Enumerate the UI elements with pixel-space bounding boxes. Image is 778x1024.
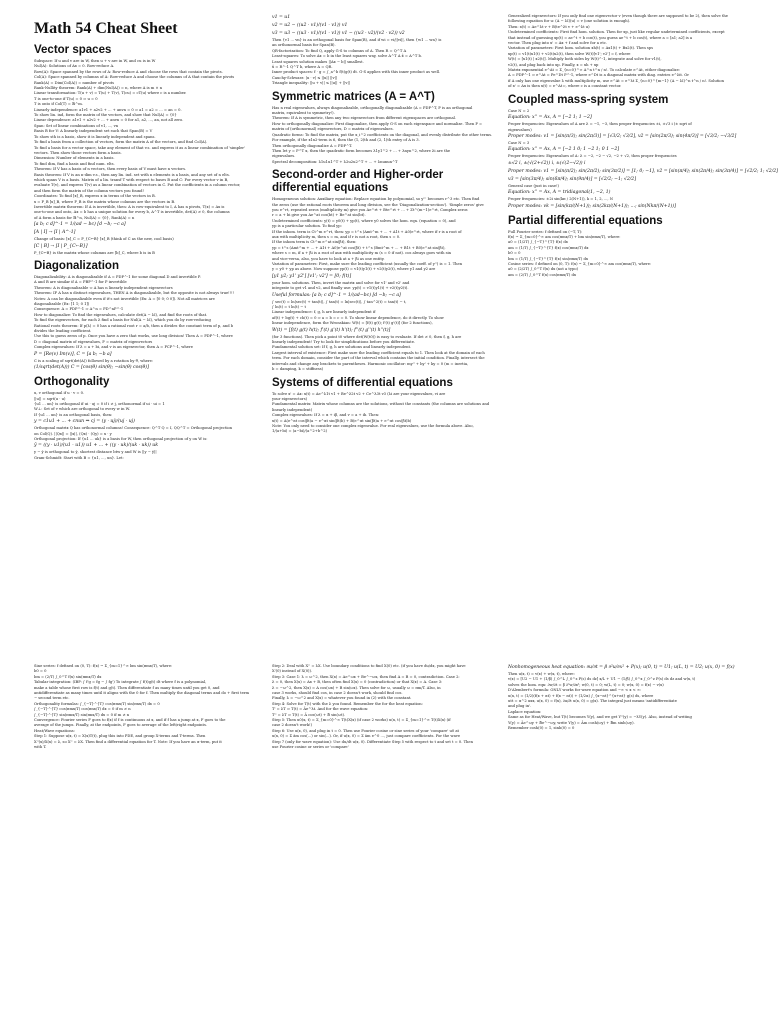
text-line: one-to-one and onto, Ax = b has a unique solution for every b, A^T is invertible, det(A) ≠ 0, the columns — [34, 210, 230, 215]
text-line: Then {v1 ... vn} is an orthogonal basis for Span(B), and if wi = vi/||vi||, then {w1 ... wn} is — [272, 38, 442, 42]
text-line: Step 7 (only for wave equation): Use du/dt u(x, 0). Differentiate Step 5 with respect to t and set t = 0. Then — [272, 739, 473, 744]
text-line: How to orthogonally diagonalize: First diagonalize, then apply G-S on each eigenspace and normalize. Then P = — [272, 121, 483, 126]
text-line: Theorem: IF A has n distinct eigenvalues, THEN A is diagonalizable, but the opposite is not always true!!!! — [34, 291, 235, 296]
text-line: if A only has one eigenvalue λ with multiplicity m, use e^At = e^λt Σ_{n=0}^{m−1} (A − λI)^n t^n / n!. Solution — [508, 78, 724, 83]
text-line: X'(0) instead of X(0)). — [272, 669, 313, 674]
section-heading: Partial differential equations — [508, 214, 663, 227]
text-line: x̂ = R^-1 Q^T b, where A = QR. — [272, 65, 333, 70]
text-line: Nul(A): Solutions of Ax = 0. Row-reduce A. — [34, 64, 115, 69]
text-line: linear independence, form the Wronskian: W(t) = [f(t) g(t); f'(t) g'(t)] (for 2 functions), — [272, 321, 433, 326]
text-line: X''(x)/X(x) = λ, so X'' = λX. Then find a differential equation for T. Note: If you have an α-term, put it — [34, 739, 222, 744]
text-line: Step 6: Use u(x, 0), and plug in t = 0. Then use Fourier cosine or sine series of your 'compare' u0 at — [272, 728, 460, 733]
text-line: Invertible matrix theorem: If A is invertible, then: A is row-equivalent to I, A has n pivots, T(x) = Ax is — [34, 204, 225, 209]
text-line: Step 4: Solve for T(t) with the λ you found. Remember the for the heat equation: — [272, 701, 423, 706]
text-line: Homogeneous solution: Auxiliary equation: Replace equation by polynomial, so y''' becomes r^3 etc. Then find — [272, 197, 480, 202]
text-line: Orthogonality formulas: ∫_{−T}^{T} cos(πmx/T) sin(πnx/T) dx = 0 — [34, 701, 160, 706]
text-line: To find dim, find a basis and find num. elts. — [34, 161, 115, 166]
text-line: Generalized eigenvectors: If you only find one eigenvector v (even though there are supposed to be 2), then solve the — [508, 14, 728, 18]
text-line: y = y0 + yp as above. Now suppose yp(t) = v1(t)y1(t) + v2(t)y2(t), where y1 and y2 are — [272, 267, 436, 272]
text-line: Variation of parameters: First, make sure the leading coefficient (usually the coeff. of y'') is = 1. Then — [272, 262, 463, 266]
text-line: of A form a basis for ℝ^n, Nul(A) = {0}, Rank(A) = n — [34, 215, 135, 220]
text-line: that instead of guessing xp(t) = ae^t + b cos(t), you guess ae^t + b cos(t), where a = [a1; a2] is a — [508, 35, 693, 40]
text-line: an orthonormal basis for Span(B). — [272, 43, 336, 48]
text-line: utt = α^2 uxx, u(x, 0) = f(x), ∂u/∂t u(x, 0) = g(x). The integral just means 'antidifferentiate — [508, 699, 677, 704]
text-line: C is a scaling of sqrt(det(A)) followed by a rotation by θ, where: — [34, 358, 154, 363]
text-line: Case N = 2 — [508, 108, 530, 113]
text-line: {u1 ... un} is orthogonal if ui · uj = 0 if i ≠ j, orthonormal if ui · ui = 1 — [34, 401, 165, 406]
text-line: and plug in'. — [508, 704, 532, 709]
text-line: linearly independent! Try to look for simplifications before you differentiate. — [272, 340, 416, 345]
text-line: Linearly independence: a1v1 + a2v2 + ... + anvn = 0 ⇒ a1 = a2 = ... = an = 0. — [34, 107, 182, 112]
text-line: af(t) + bg(t) + ch(t) = 0 ⇒ a = b = c = 0. To show linear dependence, do it directly. To show — [272, 315, 444, 320]
text-line: Notes: A can be diagonalizable even if it's not invertible (Ex: A = [0 0; 0 0]). Not all matrices are — [34, 296, 215, 301]
text-line: How to diagonalize: To find the eigenvalues, calculate det(A − λI), and find the roots of that. — [34, 312, 208, 317]
text-line: b0 = 0 — [34, 669, 47, 674]
text-line: Y(y) = Ãe^ωy + B̃e^−ωy, write Y(y) = Ãm cosh(ωy) + B̃m sinh(ωy). — [508, 720, 635, 725]
text-line: Col(A): Space spanned by columns of A: Row-reduce A and choose the columns of A that contain the pivots — [34, 75, 235, 80]
text-line: Cosine series: f defined on (0, T): f(x) ~ Σ_{m=0}^∞ am cos(πmx/T), where: — [508, 261, 652, 266]
formula-line: [A | I] → [I | A^-1] — [34, 230, 76, 236]
text-line: QR-factorization: To find Q, apply G-S to columns of A. Then R = Q^T A — [272, 48, 407, 53]
text-line: W(t) = [x1(t) | x2(t)]. Multiply both sides by W(t)^-1, integrate and solve for v1(t), — [508, 57, 662, 62]
column-1 — [34, 14, 260, 664]
text-line: Use this to guess zeros of p. Once you have a zero that works, use long division! Then A = PDP^-1, where — [34, 334, 233, 339]
text-line: xp(t) = v1(t)x1(t) + v2(t)x2(t), then solve W(t)[v1'; v2'] = f, where — [508, 51, 631, 56]
text-line: Coordinates: To find [x]_B, express x in terms of the vectors in B. — [34, 194, 156, 199]
column-5 — [272, 664, 500, 1010]
formula-line: Equation: x'' = Ax, A = [−2 1; 1 −2] — [508, 115, 592, 121]
section-heading: Vector spaces — [34, 44, 112, 56]
text-line: Laplace equation: — [508, 709, 542, 714]
text-line: divides the leading coefficient. — [34, 329, 92, 334]
text-line: intervals and change any brackets to parentheses. Harmonic oscillator: my'' + by' + ky = 0 (m = inertia, — [272, 361, 469, 366]
text-line: Note: You only need to consider one complex eigenvalue. For real eigenvalues, use the formula above. Also, — [272, 423, 474, 428]
text-line: u(x, 0) = Σ ãm cos(...) or sin(...). Or, if u(x, 0) = Σ ãm e^0 ..., just compare coefficients. For the wave — [272, 734, 461, 739]
text-line: Step 3: Case 1: λ = ω^2, then X(x) = Ae^ωx + Be^−ωx, then find A = B = 0, contradiction. Case 2: — [272, 674, 460, 679]
text-line: Convergence: Fourier series F goes to f(x) if f is continuous at x, and if f has a jump at x, F goes to the — [34, 718, 226, 723]
text-line: you e^rt, repeated zeros (multiplicity m) give you Ae^rt + Bte^rt + ... + Zt^(m−1)e^rt, Complex zeros — [272, 207, 468, 212]
text-line: To show sth is a basis, show it is linearly independent and spans. — [34, 134, 156, 139]
text-line: Case N = 3 — [508, 140, 530, 145]
formula-line: ±√2 i, ±(√(2+√2)) i, ±(√(2−√2)) i — [508, 160, 586, 166]
text-line: vectors. Then show those vectors form a basis. — [34, 150, 122, 155]
section-heading: Diagonalization — [34, 260, 119, 272]
text-line: b0 = 0 — [508, 251, 521, 256]
text-line: To show lin. ind, form the matrix of the vectors, and show that Nul(A) = {0} — [34, 113, 177, 118]
text-line: x(t) = A(e^αt cos(βt)a − e^αt sin(βt)b) + B(e^αt sin(βt)a + e^αt cos(βt)b) — [272, 418, 412, 423]
text-line: and vice-versa, also, you have to look at a + βi as one entity. — [272, 256, 385, 261]
text-line: Gram-Schmidt: Start with B = {u1, ..., un}. Let: — [34, 455, 124, 460]
text-line: T'' = λT ⇒ T(t) = Ã cos(ωt) + B̃ sin(ωt). — [272, 712, 346, 717]
text-line: your hom. solutions. Then, invert the matrix and solve for v1' and v2' and — [272, 280, 410, 285]
text-line: Finally, λ = −ω^2 and X(x) = whatever you found in (2) with the constant. — [272, 696, 412, 701]
text-line: where s = m, if a + βi is a root of aux with multiplicity m (s = 0 if not). cos always goes with sin — [272, 251, 452, 256]
text-line: Variation of parameters: First hom. solution xh(t) = Ax1(t) + Bx2(t). Then sps — [508, 46, 654, 51]
text-line: case 3 works, should find cos, in case 2 doesn't work, should find cos. — [272, 691, 403, 696]
text-line: Inner product spaces: f · g = ∫_a^b f(t)g(t) dt. G-S applies with this inner product as well. — [272, 70, 441, 75]
text-line: matrix of (orthonormal) eigenvectors, D = matrix of eigenvalues. — [272, 127, 394, 132]
formula-line: [a b; c d]^-1 = 1/(ad − bc) [d −b; −c a] — [34, 222, 126, 228]
text-line: Step 2: Deal with X'' = λX. Use boundary conditions to find X(0) etc. (if you have du/dx, you might have — [272, 664, 466, 668]
text-line: Complex eigenvalues: If λ = α + iβ, and v = a + ib. Then: — [272, 413, 380, 418]
text-line: Orthogonal matrix Q has orthonormal columns! Consequence: Q^T Q = I, QQ^T = Orthogonal projection — [34, 426, 233, 431]
text-line: yp is a particular solution. To find yp: — [272, 224, 342, 229]
text-line: Rank(A) = Dim(Col(A)) = number of pivots — [34, 80, 115, 85]
text-line: Complex eigenvalues: If λ = a + bi, and v is an eigenvector, then A = PCP^-1, where — [34, 345, 193, 350]
text-line: v(x) = [U2 − U1 + (1/β) ∫_0^L ∫_0^z P(s) ds dz] x/L + U1 − (1/β) ∫_0^x ∫_0^z P(s) ds dz and w(x, t) — [508, 677, 696, 682]
formula-line: v1 = u1 — [272, 15, 291, 20]
text-line: Largest interval of existence: First make sure the leading coefficient equals to 1. Then look at the domain of each — [272, 350, 485, 355]
text-line: ∫ sec(t) = ln|sec(t) + tan(t)|, ∫ tan(t) = ln|sec(t)|, ∫ tan^2(t) = tan(t) − t, — [272, 299, 407, 304]
text-line: λ = 0, then X(x) = Ax + B, then often find X(x) = 0 (contradiction) or that X(x) = A. Case 3: — [272, 680, 443, 685]
text-line: u(x, t) = (1/2)(f(x + αt) + f(x − αt)) + (1/2α) ∫_{x−αt}^{x+αt} g(s) ds, where — [508, 693, 654, 698]
text-line: Proper frequencies: Eigenvalues of A: λ = −2, −2 − √2, −2 + √2, then proper frequencies — [508, 154, 677, 159]
section-heading: Second-order and Higher-order differential equations — [272, 169, 444, 195]
text-line: Has n real eigenvalues, always diagonalizable, orthogonally diagonalizable (A = PDP^T, P is an orthogonal — [272, 105, 473, 110]
text-line: Step 1: Suppose u(x, t) = X(x)T(t), plug this into PDE, and group X-terms and T-terms. Then — [34, 734, 206, 739]
text-line: r = a + bi give you Ae^at cos(bt) + Be^at sin(bt). — [272, 213, 366, 218]
text-line: case 2 doesn't work!) — [272, 723, 313, 728]
text-line: If the inhom term is Ct^m e^at sin(βt), then: — [272, 240, 357, 245]
column-2 — [272, 14, 500, 664]
text-line: Orthogonal projection: If {u1 ... uk} is a basis for W, then orthogonal projection of y on W is: — [34, 436, 208, 441]
formula-line: Nonhomogeneous heat equation: ∂u/∂t = β ∂²u/∂x² + P(x); u(0, t) = U1; u(L, t) = U2; u(x, 0) = f(x) — [508, 665, 735, 670]
text-line: For example, if the x1x2-term is 6, then the (1, 2)th and (2, 1)th entry of A is 3. — [272, 138, 420, 143]
formula-line: Proper modes: vk = [sin(kπ/(N+1)); sin(2kπ/(N+1)); ...; sin(Nkπ/(N+1))] — [508, 203, 676, 209]
text-line: Cauchy-Schwarz: |u · v| ≤ ||u|| ||v|| — [272, 75, 338, 80]
formula-line: Useful formulas: [a b; c d]^-1 = 1/(ad−bc) [d −b; −c a] — [272, 292, 401, 298]
text-line: linearly independent) — [272, 407, 313, 412]
text-line: To find a basis for a vector space, take any element of that v.s. and express it as a linear combination of 'simpler' — [34, 145, 246, 150]
text-line: Least-squares: To solve Ax = b in the least squares way, solve A^T A x̂ = A^T b. — [272, 54, 423, 59]
column-4 — [34, 664, 260, 1010]
text-line: Heat/Wave equations: — [34, 728, 75, 733]
text-line: Linear transformation: T(u + v) = T(u) + T(v), T(cu) = cT(u) where c is a number. — [34, 91, 187, 96]
text-line: your eigenvectors) — [272, 396, 308, 401]
text-line: Full Fourier series: f defined on (−T, T): — [508, 229, 583, 234]
formula-line: Proper modes: v1 = [sin(π/2); sin(2π/2); sin(3π/2)] = [1; 0; −1], v2 = [sin(π/4); sin(2π/4); sin(3π/4)] = [√2/2; 1; √2/2] — [508, 168, 778, 174]
text-line: eigenvalues. — [272, 154, 296, 159]
text-line: Consequence: A = PDP^-1 ⇒ A^n = PD^nP^-1 — [34, 307, 124, 312]
text-line: term. For each domain, consider the part of the interval which contains the initial condition. Finally, intersect the — [272, 356, 485, 361]
text-line: ∫_{−T}^{T} cos(πmx/T) cos(πnx/T) dx = 0 if m ≠ n — [34, 707, 131, 712]
formula-line: (1/sqrt(det(A))) C = [cos(θ) sin(θ); −sin(θ) cos(θ)] — [34, 365, 149, 371]
text-line: To find a basis from a collection of vectors, form the matrix A of the vectors, and find Col(A). — [34, 140, 208, 145]
text-line: To solve x' = Ax: x(t) = Ae^λ1t v1 + Be^λ2t v2 + Ce^λ3t v3 (λi are your eigenvalues, vi are — [272, 391, 446, 396]
section-heading: Symmetric matrices (A = A^T) — [272, 90, 435, 103]
text-line: Same as for Heat/Wave, but T(t) becomes Y(y), and we get Y''(y) = −λY(y). Also, instead of writing — [508, 715, 692, 720]
text-line: Least squares solution makes ||Ax − b|| smallest. — [272, 59, 364, 64]
text-line: solves the hom. eqn: ∂w/∂t = β ∂²w/∂x²; w(0, t) = 0; w(L, t) = 0; w(x, 0) = f(x) − v(x) — [508, 682, 664, 687]
text-line: − second term etc. — [34, 696, 70, 701]
text-line: and then form the matrix of the column vectors you found! — [34, 188, 145, 193]
text-line: eigenvalues) — [508, 127, 532, 132]
text-line: Proper frequencies: Eigenvalues of A are λ = −1, −3, then proper frequencies ±i, ±√3 i (± sqrt of — [508, 122, 692, 127]
text-line: Remember cosh(0) = 1, sinh(0) = 0 — [508, 726, 575, 731]
text-line: If {u1 ... un} is an orthogonal basis, then: — [34, 412, 113, 417]
text-line: Span: Set of linear combinations of v1, ..., vn — [34, 123, 119, 128]
page-title: Math 54 Cheat Sheet — [34, 20, 178, 37]
text-line: antidifferentiate as many times until it aligns with the 0 for f. Then multiply the diagonal terms and do + first term — [34, 691, 250, 696]
text-line: bm = (1/T) ∫_{−T}^{T} f(x) sin(πmx/T) dx — [508, 256, 588, 261]
text-line: Basis theorem: If V is an n-dim v.s., then any lin. ind. set with n elements is a basis, and any set of n elts. — [34, 172, 230, 177]
text-line: am = (2/T) ∫_0^T f(x) cos(πmx/T) dx — [508, 272, 576, 277]
text-line: Triangle inequality: ||u + v|| ≤ ||u|| + ||v|| — [272, 81, 351, 86]
text-line: which spans V is a basis. Matrix of a lin. transf T with respect to bases B and C: For every vector v in B, — [34, 177, 229, 182]
formula-line: Equation: x'' = Ax, A = [−2 1 0; 1 −2 1; 0 1 −2] — [508, 147, 620, 153]
text-line: evaluate T(v), and express T(v) as a linear combination of vectors in C. Put the coefficients in a column vector, — [34, 183, 241, 188]
text-line: Undetermined coefficients: y(t) = y0(t) + yp(t), where y0 solves the hom. eqn. (equation = 0), and — [272, 218, 456, 223]
text-line: Linear dependence: a1v1 + a2v2 + ... + anvn = 0 for a1, a2, ..., an, not all zero. — [34, 118, 184, 123]
text-line: use Fourier cosine or series or 'compare' — [272, 745, 349, 750]
text-line: Dimension: Number of elements in a basis. — [34, 156, 115, 161]
text-line: ∫ ln(t) = t ln(t) − t — [272, 305, 306, 310]
text-line: Change of basis: [x]_C = P_{C←B} [x]_B (think of C as the new, cool basis) — [34, 237, 174, 242]
text-line: Proper frequencies: ±2i sin(kπ / 2(N+1)), k = 1, 2, ..., N — [508, 197, 614, 202]
text-line: General case (just in case!) — [508, 183, 559, 188]
text-line: Subspace: If u and v are in W, then u + v are in W, and cu is in W — [34, 59, 156, 63]
text-line: D = diagonal matrix of eigenvalues, P = matrix of eigenvectors — [34, 339, 153, 344]
text-line: Fundamental solution set: If f, g, h are solutions and linearly independent. — [272, 345, 412, 350]
section-heading: Orthogonality — [34, 376, 110, 389]
text-line: u, v orthogonal if u · v = 0. — [34, 391, 85, 396]
text-line: λ = −ω^2, then X(x) = A cos(ωx) + B sin(ωx). Then solve for ω, usually ω = πm/T. Also, in — [272, 685, 441, 690]
text-line: Linear independence: f, g, h are linearly independent if — [272, 310, 376, 315]
text-line: T' = λT ⇒ T(t) = Ãe^λt. And for the wave equation: — [272, 707, 369, 712]
text-line: Spectral decomposition: λ1u1u1^T + λ2u2u2^T + ... + λnunun^T — [272, 159, 398, 164]
text-line: Step 5: Then u0(x, t) = Σ_{m=0}^∞ T(t)X(x) (if case 2 works) u(x, t) = Σ_{m=1}^∞ T(t)X(x) (if — [272, 718, 451, 723]
text-line: bm = (2/T) ∫_0^T f(x) sin(πmx/T) dx — [34, 674, 102, 679]
text-line: diagonalizable (Ex: [1 1; 0 1]) — [34, 302, 90, 307]
formula-line: [y1 y2; y1' y2'] [v1'; v2'] = [0; f(t)] — [272, 273, 352, 279]
text-line: Row(A): Space spanned by the rows of A: Row-reduce A and choose the rows that contain the pivots. — [34, 69, 223, 74]
formula-line: ŷ = ((y · u1)/(u1 · u1)) u1 + ... + ((y · uk)/(uk · uk)) uk — [34, 443, 159, 449]
text-line: matrix, equivalent to symmetry!). — [272, 111, 335, 116]
text-line: Then: x(t) = Ae^λt v + B(te^λt v + e^λt u) — [508, 24, 590, 29]
text-line: of x' = Ax is then x(t) = e^At c, where c is a constant vector. — [508, 84, 622, 89]
text-line: b = damping, k = stiffness) — [272, 367, 324, 372]
text-line: make a table whose first row is f(t) and g(t). Then differentiate f as many times until you get 0, and — [34, 685, 220, 690]
text-line: Matrix exponential e^At = Σ_{n=0}^∞ A^n t^n / n!. To calculate e^At, either diagonalize: — [508, 68, 681, 73]
text-line: aux with multiplicity m, then s = m, and if r is not a root, then s = 0. — [272, 234, 401, 239]
text-line: A = PDP^-1 ⇒ e^At = Pe^Dt P^-1, where e^Dt is a diagonal matrix with diag. entries e^λit. Or — [508, 73, 690, 78]
text-line: P_{C←B} is the matrix whose columns are [b]_C, where b is in B — [34, 250, 155, 255]
text-line: Tabular integration: (IBP: ∫ f'g = fg − ∫ fg') To integrate ∫ f(t)g(t) dt where f is a polynomial, — [34, 680, 207, 685]
text-line: Then orthogonally diagonalize A = PDP^T. — [272, 143, 353, 148]
text-line: on Col(Q). ||Qx|| = ||x||, (Qx) · (Qy) = x · y — [34, 431, 112, 436]
text-line: If the inhom. term is Ct^m e^rt, then: yp = t^s (Amt^m + ... + A1t + A0)e^rt, where if r is a root of — [272, 229, 462, 234]
text-line: integrate to get v1 and v2, and finally use: yp(t) = v1(t)y1(t) + v2(t)y2(t). — [272, 286, 409, 291]
text-line: Then u(x, t) = v(x) + w(x, t), where: — [508, 672, 575, 676]
text-line: average of the jumps. Finally, at the endpoints, F goes to average of the left/right endpoints. — [34, 723, 208, 728]
text-line: Theorem: A is diagonalizable ⇔ A has n linearly independent eigenvectors — [34, 285, 173, 290]
text-line: yp = t^s (Amt^m + ... + A1t + A0)e^at cos(βt) + t^s (Bmt^m + ... + B1t + B0)e^at sin(βt), — [272, 245, 446, 250]
text-line: y − ŷ is orthogonal to ŷ, shortest distance btw y and W is ||y − ŷ|| — [34, 450, 157, 455]
formula-line: v2 = u2 − ((u2 · v1)/(v1 · v1)) v1 — [272, 23, 348, 28]
text-line: the zeros (use the rational roots theorem and long division, see the 'Diagonalization-section'). 'Simple zeros' give — [272, 202, 484, 207]
text-line: vector. Then plug into x' = Ax + f and solve for a etc. — [508, 41, 608, 46]
text-line: f(x) ~ Σ_{m=0}^∞ am cos(πmx/T) + bm sin(πmx/T), where: — [508, 234, 621, 239]
text-line: Basis B for V: A linearly independent set such that Span(B) = V — [34, 129, 153, 134]
section-heading: Systems of differential equations — [272, 376, 453, 389]
text-line: ||u|| = sqrt(u · u) — [34, 396, 66, 401]
text-line: A and B are similar if A = PBP^-1 for P invertible — [34, 280, 127, 285]
text-line: Diagonalizability: A is diagonalizable if A = PDP^-1 for some diagonal D and invertible P. — [34, 275, 201, 279]
text-line: Theorem: If V has a basis of n vectors, then every basis of V must have n vectors. — [34, 167, 187, 172]
text-line: (for 3 functions). Then pick a point t0 where det(W(t0)) is easy to evaluate. If det ≠ 0, then f, g, h are — [272, 334, 462, 339]
text-line: following equation for u: (A − λI)(u) = v (one solution is enough). — [508, 19, 631, 24]
formula-line: v3 = u3 − ((u3 · v1)/(v1 · v1)) v1 − ((u3 · v2)/(v2 · v2)) v2 — [272, 31, 405, 36]
text-line: Fundamental matrix: Matrix whose columns are the solutions, without the constants (the columns are solutions and — [272, 402, 490, 407]
text-line: Then let y = P^T x, then the quadratic form becomes λ1y1^2 + ... + λnyn^2, where λi are the — [272, 148, 451, 153]
text-line: D'Alembert's formula: ONLY works for wave equation and −∞ < x < ∞: — [508, 688, 642, 693]
text-line: v2(t), and plug back into xp. Finally, x = xh + xp — [508, 62, 599, 67]
text-line: a0 = (2/2T) ∫_0^T f(x) dx (not a typo) — [508, 267, 579, 272]
column-3 — [508, 14, 778, 664]
text-line: x = P_B [x]_B, where P_B is the matrix whose columns are the vectors in B. — [34, 199, 176, 204]
text-line: 1/(a+bi) = (a−bi)/(a^2+b^2) — [272, 429, 328, 434]
formula-line: Proper modes: v1 = [sin(π/3); sin(2π/3)] = [√3/2; √3/2], v2 = [sin(2π/3); sin(4π/3)] = [√3/2; −√3/2] — [508, 133, 737, 139]
text-line: W⊥: Set of v which are orthogonal to every w in W. — [34, 407, 130, 412]
text-line: Sine series: f defined on (0, T): f(x) ~ Σ_{m=1}^∞ bm sin(πmx/T), where: — [34, 664, 173, 668]
column-6 — [508, 664, 740, 1010]
text-line: T is onto if Col(T) = ℝ^m. — [34, 102, 83, 107]
text-line: To find the eigenvectors, for each λ find a basis for Nul(A − λI), which you do by row-reducing — [34, 318, 211, 323]
text-line: Quadratic forms: To find the matrix, put the x_i^2 coefficients on the diagonal, and evenly distribute the other terms. — [272, 132, 493, 137]
formula-line: W(t) = [f(t) g(t) h(t); f'(t) g'(t) h'(t); f''(t) g''(t) h''(t)] — [272, 327, 391, 333]
formula-line: P = [Re(v) Im(v)], C = [a b; −b a] — [34, 351, 112, 357]
formula-line: v3 = [sin(3π/4); sin(6π/4); sin(9π/4)] = [√2/2; −1; √2/2] — [508, 176, 637, 182]
text-line: Undetermined coefficients: First find hom. solution. Then for xp, just like regular undetermined coefficients, except — [508, 30, 725, 35]
text-line: Theorem: If A is symmetric, then any two eigenvectors from different eigenspaces are orthogonal. — [272, 116, 456, 121]
text-line: a0 = (1/2T) ∫_{−T}^{T} f(x) dx — [508, 240, 568, 245]
text-line: with T. — [34, 745, 47, 750]
formula-line: Equation: x'' = Ax, A = tridiagonal(1, −2, 1) — [508, 190, 611, 196]
text-line: am = (1/T) ∫_{−T}^{T} f(x) cos(πmx/T) dx — [508, 245, 589, 250]
text-line: ∫_{−T}^{T} sin(πmx/T) sin(πnx/T) dx = 0 if m ≠ n — [34, 712, 130, 717]
formula-line: y = c1u1 + ... + cnun ⇒ cj = (y · uj)/(uj · uj) — [34, 419, 135, 425]
text-line: Rational roots theorem: If p(λ) = 0 has a rational root r = a/b, then a divides the constant term of p, and b — [34, 323, 234, 328]
text-line: Rank-Nullity theorem: Rank(A) + dim(Nul(A)) = n, where A is m × n — [34, 86, 163, 91]
text-line: T is one-to-one if T(u) = 0 ⇒ u = 0 — [34, 96, 98, 101]
section-heading: Coupled mass-spring system — [508, 93, 669, 106]
formula-line: [C | B] → [I | P_{C←B}] — [34, 243, 88, 249]
